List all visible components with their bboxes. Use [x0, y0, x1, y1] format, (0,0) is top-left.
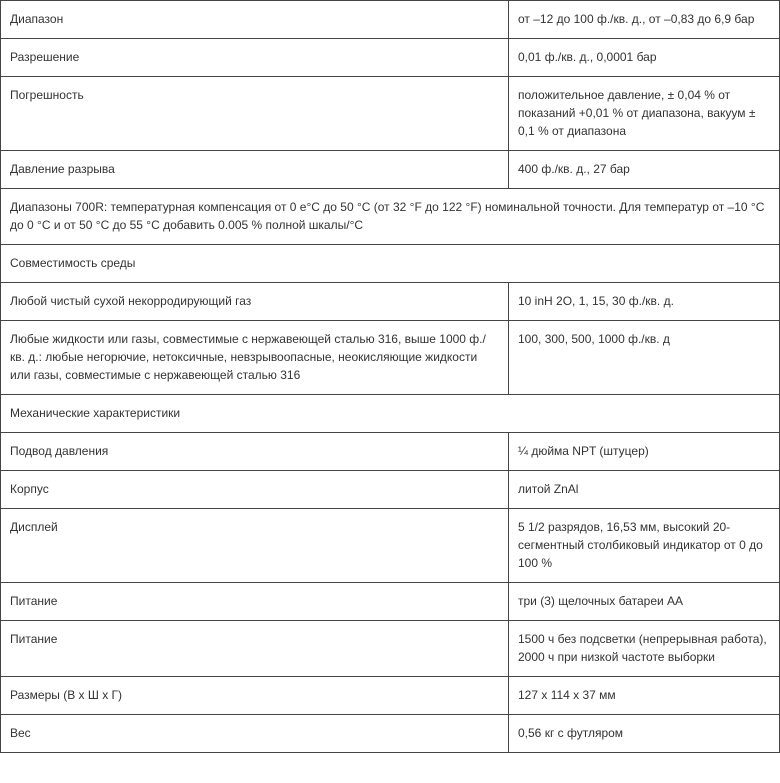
param-value: 5 1/2 разрядов, 16,53 мм, высокий 20-сегментный столбиковый индикатор от 0 до 100 % — [509, 509, 780, 583]
param-name: Любой чистый сухой некорродирующий газ — [1, 283, 509, 321]
param-name: Диапазон — [1, 1, 509, 39]
param-name: Дисплей — [1, 509, 509, 583]
table-row — [1, 283, 780, 321]
table-row — [1, 471, 780, 509]
param-name: Подвод давления — [1, 433, 509, 471]
table-row — [1, 321, 780, 395]
param-name: Любые жидкости или газы, совместимые с нержавеющей сталью 316, выше 1000 ф./кв. д.: любые негорючие, нетоксичные, невзрывоопасные, неокисляющие жидкости или газы, совместимые с нержавеющей сталью 316 — [1, 321, 509, 395]
param-value: литой ZnAl — [509, 471, 780, 509]
table-row — [1, 151, 780, 189]
param-name: Разрешение — [1, 39, 509, 77]
table-row — [1, 39, 780, 77]
param-value: 1500 ч без подсветки (непрерывная работа), 2000 ч при низкой частоте выборки — [509, 621, 780, 677]
table-row — [1, 509, 780, 583]
section-header-row — [1, 395, 780, 433]
param-value: 0,01 ф./кв. д., 0,0001 бар — [509, 39, 780, 77]
param-value: 127 x 114 x 37 мм — [509, 677, 780, 715]
table-row — [1, 77, 780, 151]
param-value: 0,56 кг с футляром — [509, 715, 780, 753]
table-row — [1, 715, 780, 753]
param-value: ¼ дюйма NPT (штуцер) — [509, 433, 780, 471]
param-value: от –12 до 100 ф./кв. д., от –0,83 до 6,9 бар — [509, 1, 780, 39]
param-name: Корпус — [1, 471, 509, 509]
param-name: Вес — [1, 715, 509, 753]
table-row — [1, 433, 780, 471]
param-name: Питание — [1, 583, 509, 621]
param-name: Размеры (В x Ш x Г) — [1, 677, 509, 715]
param-name: Питание — [1, 621, 509, 677]
param-value: положительное давление, ± 0,04 % от показаний +0,01 % от диапазона, вакуум ± 0,1 % от диапазона — [509, 77, 780, 151]
param-name: Погрешность — [1, 77, 509, 151]
table-note-row — [1, 189, 780, 245]
param-value: три (3) щелочных батареи AA — [509, 583, 780, 621]
table-row — [1, 621, 780, 677]
temperature-note: Диапазоны 700R: температурная компенсация от 0 е°C до 50 °C (от 32 °F до 122 °F) номинальной точности. Для температур от –10 °C до 0 °C и от 50 °C до 55 °C добавить 0.005 % полной шкалы/°C — [1, 189, 780, 245]
param-value: 100, 300, 500, 1000 ф./кв. д — [509, 321, 780, 395]
section-header-row — [1, 245, 780, 283]
section-header: Совместимость среды — [1, 245, 780, 283]
table-row — [1, 677, 780, 715]
table-row — [1, 1, 780, 39]
param-value: 10 inH 2O, 1, 15, 30 ф./кв. д. — [509, 283, 780, 321]
section-header: Механические характеристики — [1, 395, 780, 433]
param-value: 400 ф./кв. д., 27 бар — [509, 151, 780, 189]
table-row — [1, 583, 780, 621]
param-name: Давление разрыва — [1, 151, 509, 189]
